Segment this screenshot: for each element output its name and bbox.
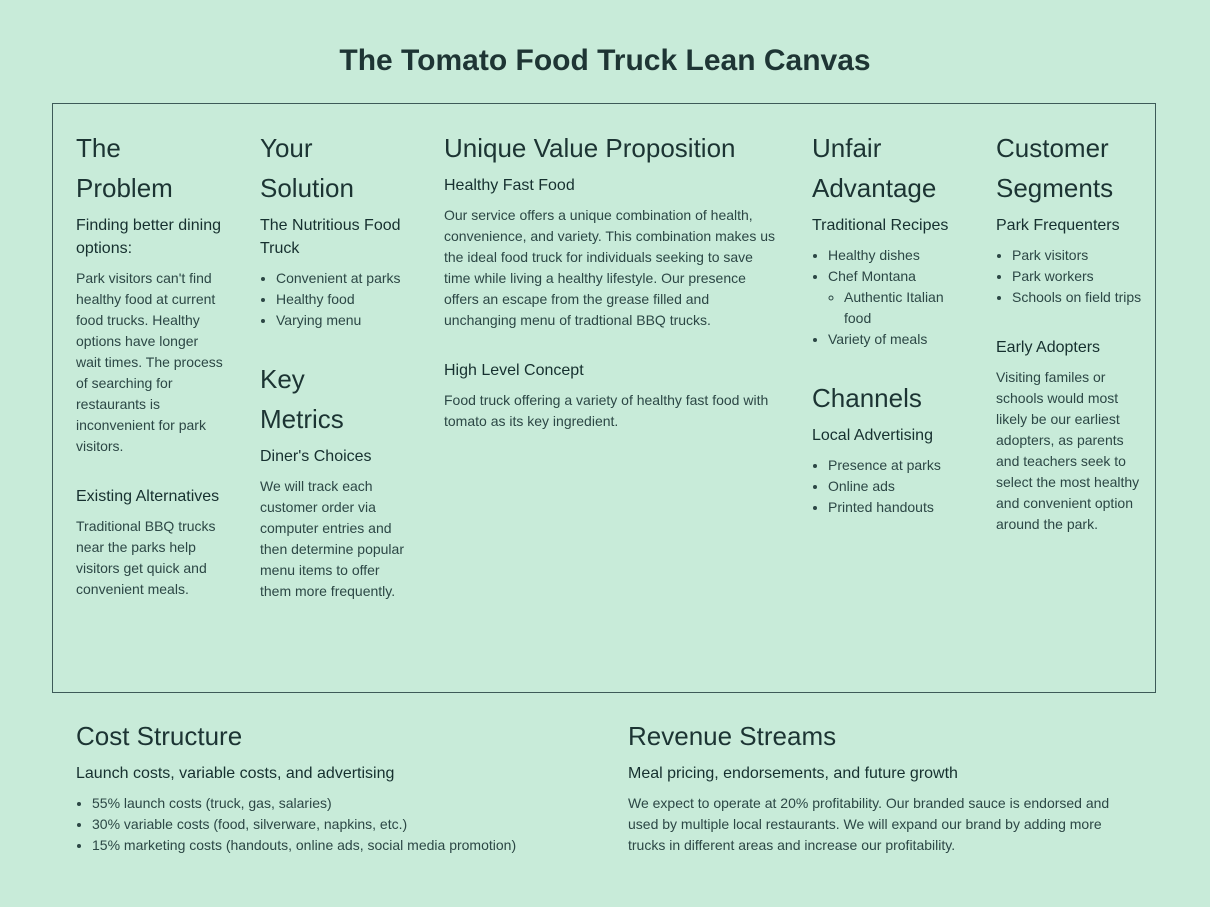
problem-title (76, 128, 226, 208)
key-metrics-title (260, 359, 410, 439)
solution-subtitle: The Nutritious Food Truck (260, 217, 401, 257)
customer-segments-list (996, 245, 1146, 308)
customer-segments-title (996, 128, 1146, 208)
high-level-concept-title: High Level Concept (444, 362, 584, 379)
list-item: • Convenient at parks (276, 268, 410, 289)
list-item: • Online ads (828, 476, 962, 497)
unfair-advantage-list (812, 245, 962, 350)
key-metrics-title-line1: Key (260, 364, 305, 394)
unfair-advantage-title-line2: Advantage (812, 173, 937, 203)
page-title: The Tomato Food Truck Lean Canvas (339, 44, 871, 77)
channels-title: Channels (812, 383, 922, 413)
solution-title-line2: Solution (260, 173, 354, 203)
list-item-label: Chef Montana (828, 268, 916, 284)
customer-segments-title-line1: Customer (996, 133, 1109, 163)
solution-list (260, 268, 410, 331)
unfair-advantage-sublist (828, 287, 962, 329)
problem-text: Park visitors can't find healthy food at current food trucks. Healthy options have longer wait times. The process of searching for restaurants is inconvenient for park visitors. (76, 270, 223, 454)
uvp-text: Our service offers a unique combination of health, convenience, and variety. This combination makes us the ideal food truck for individuals seeking to save time while living a healthy lifestyle. Our presence offers an escape from the grease filled and unchanging menu of tradtional BBQ trucks. (444, 207, 775, 328)
key-metrics-text: We will track each customer order via computer entries and then determine popular menu items to offer them more frequently. (260, 478, 404, 599)
list-subitem: ◦ Authentic Italian food (844, 287, 962, 329)
problem-subtitle: Finding better dining options: (76, 217, 221, 257)
revenue-streams-text: We expect to operate at 20% profitability. Our branded sauce is endorsed and used by multiple local restaurants. We will expand our brand by adding more trucks in different areas and increase our profitability. (628, 795, 1110, 853)
solution-title (260, 128, 410, 208)
advantage-column (812, 128, 962, 546)
list-item: • Schools on field trips (1012, 287, 1146, 308)
high-level-concept-text: Food truck offering a variety of healthy fast food with tomato as its key ingredient. (444, 392, 769, 429)
cost-structure-list (76, 793, 576, 856)
list-item: • Healthy dishes (828, 245, 962, 266)
list-item (828, 266, 962, 329)
channels-list (812, 455, 962, 518)
early-adopters-title: Early Adopters (996, 339, 1101, 356)
channels-subtitle: Local Advertising (812, 427, 933, 444)
list-item: • 15% marketing costs (handouts, online ads, social media promotion) (92, 835, 576, 856)
uvp-subtitle: Healthy Fast Food (444, 177, 575, 194)
cost-structure-section (76, 716, 576, 884)
list-item: • Park workers (1012, 266, 1146, 287)
key-metrics-title-line2: Metrics (260, 404, 344, 434)
segments-column (996, 128, 1146, 563)
key-metrics-subtitle: Diner's Choices (260, 448, 372, 465)
revenue-streams-subtitle: Meal pricing, endorsements, and future growth (628, 765, 958, 782)
problem-title-line2: Problem (76, 173, 173, 203)
list-item: • 55% launch costs (truck, gas, salaries) (92, 793, 576, 814)
unfair-advantage-title (812, 128, 962, 208)
problem-column (76, 128, 226, 628)
solution-title-line1: Your (260, 133, 313, 163)
customer-segments-subtitle: Park Frequenters (996, 217, 1120, 234)
uvp-column (444, 128, 779, 460)
list-item: • Healthy food (276, 289, 410, 310)
list-item: • Presence at parks (828, 455, 962, 476)
problem-title-line1: The (76, 133, 121, 163)
customer-segments-title-line2: Segments (996, 173, 1114, 203)
existing-alternatives-title: Existing Alternatives (76, 488, 220, 505)
list-item: • 30% variable costs (food, silverware, napkins, etc.) (92, 814, 576, 835)
list-item: • Printed handouts (828, 497, 962, 518)
list-item: • Varying menu (276, 310, 410, 331)
list-item: • Park visitors (1012, 245, 1146, 266)
uvp-title: Unique Value Proposition (444, 133, 736, 163)
cost-structure-subtitle: Launch costs, variable costs, and advertising (76, 765, 395, 782)
list-item: • Variety of meals (828, 329, 962, 350)
unfair-advantage-title-line1: Unfair (812, 133, 882, 163)
lean-canvas-box (52, 103, 1156, 693)
cost-structure-title: Cost Structure (76, 721, 243, 751)
revenue-streams-section (628, 716, 1138, 884)
revenue-streams-title: Revenue Streams (628, 721, 837, 751)
existing-alternatives-text: Traditional BBQ trucks near the parks help visitors get quick and convenient meals. (76, 518, 216, 597)
unfair-advantage-subtitle: Traditional Recipes (812, 217, 949, 234)
solution-column (260, 128, 410, 630)
early-adopters-text: Visiting familes or schools would most likely be our earliest adopters, as parents and teachers seek to select the most healthy and convenient option around the park. (996, 369, 1140, 532)
